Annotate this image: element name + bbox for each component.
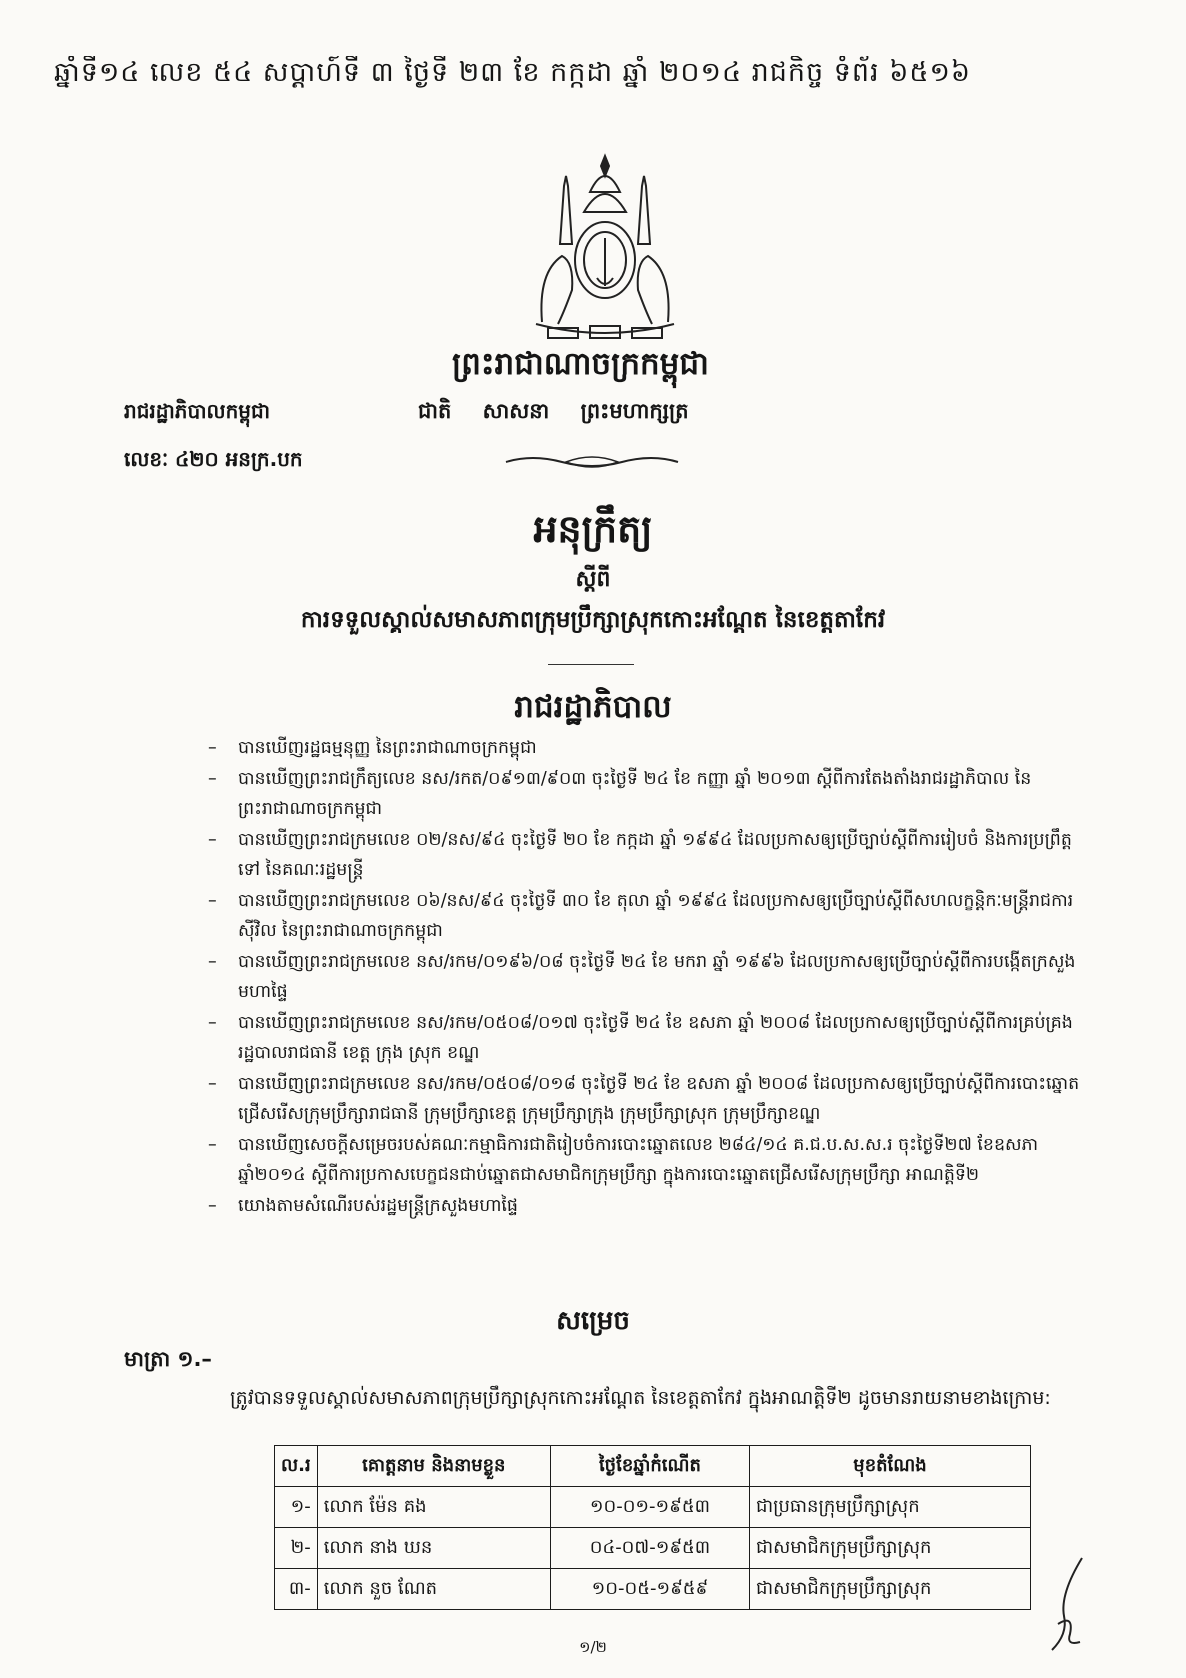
table-header-row [275, 1446, 1031, 1487]
column-header-birthdate: ថ្ងៃខែឆ្នាំកំណើត [550, 1446, 749, 1487]
document-about-label: ស្តីពី [575, 567, 611, 592]
preamble-clause: – បានឃើញព្រះរាជក្រឹត្យលេខ នស/រកត/០៩១៣/៩០៣ ចុះថ្ងៃទី ២៤ ខែ កញ្ញា ឆ្នាំ ២០១៣ ស្តីពីការតែងតាំងរាជរដ្ឋាភិបាល នៃព្រះរាជាណាចក្រកម្ពុជា [208, 768, 1032, 819]
member-birthdate: ០៤-០៧-១៩៥៣ [550, 1528, 749, 1569]
article-label: មាត្រា ១.– [124, 1347, 212, 1371]
member-name: លោក នាង ឃន [317, 1528, 550, 1569]
gazette-header: ឆ្នាំទី១៤ លេខ ៥៤ សប្តាហ៍ទី ៣ ថ្ងៃទី ២៣ ខែ កក្កដា ឆ្នាំ ២០១៤ រាជកិច្ច ទំព័រ ៦៥១៦ [54, 57, 971, 88]
table-row [275, 1487, 1031, 1528]
table-row [275, 1528, 1031, 1569]
member-name: លោក ម៉ែន គង [317, 1487, 550, 1528]
column-header-position: មុខតំណែង [749, 1446, 1030, 1487]
column-header-name: គោត្តនាម និងនាមខ្លួន [317, 1446, 550, 1487]
member-name: លោក នួច ណែត [317, 1569, 550, 1610]
national-motto: ជាតិ សាសនា ព្រះមហាក្សត្រ [418, 399, 689, 423]
decorative-divider-ornament [502, 452, 682, 472]
table-row [275, 1569, 1031, 1610]
royal-coat-of-arms-emblem [528, 152, 682, 348]
preamble-clause: – បានឃើញព្រះរាជក្រមលេខ ០៦/នស/៩៤ ចុះថ្ងៃទី ៣០ ខែ តុលា ឆ្នាំ ១៩៩៤ ដែលប្រកាសឲ្យប្រើច្បាប់ស្តីពីសហលក្ខន្តិកៈមន្ត្រីរាជការស៊ីវិល នៃព្រះរាជាណាចក្រកម្ពុជា [208, 890, 1074, 941]
document-type-title: អនុក្រឹត្យ [533, 507, 653, 551]
article-body: ត្រូវបានទទួលស្គាល់សមាសភាពក្រុមប្រឹក្សាស្រុកកោះអណ្ដែត នៃខេត្តតាកែវ ក្នុងអាណត្តិទី២ ដូចមានរាយនាមខាងក្រោម: [230, 1387, 1051, 1409]
row-number: ១- [275, 1487, 318, 1528]
member-position: ជាប្រធានក្រុមប្រឹក្សាស្រុក [749, 1487, 1030, 1528]
column-header-number: ល.រ [275, 1446, 318, 1487]
member-birthdate: ១០-០១-១៩៥៣ [550, 1487, 749, 1528]
row-number: ២- [275, 1528, 318, 1569]
page-number: ១/២ [579, 1638, 607, 1656]
council-members-table [274, 1445, 1031, 1610]
member-position: ជាសមាជិកក្រុមប្រឹក្សាស្រុក [749, 1528, 1030, 1569]
preamble-clause: – បានឃើញព្រះរាជក្រមលេខ នស/រកម/០៥០៨/០១៨ ចុះថ្ងៃទី ២៤ ខែ ឧសភា ឆ្នាំ ២០០៨ ដែលប្រកាសឲ្យប្រើច្បាប់ស្តីពីការបោះឆ្នោតជ្រើសរើសក្រុមប្រឹក្សារាជធានី ក្រុមប្រឹក្សាខេត្ត ក្រុមប្រឹក្សាក្រុង ក្រុមប្រឹក្សាស្រុក ក្រុមប្រឹក្សាខណ្ឌ [208, 1073, 1080, 1124]
government-label: រាជរដ្ឋាភិបាលកម្ពុជា [124, 399, 270, 423]
preamble-clause: – យោងតាមសំណើរបស់រដ្ឋមន្ត្រីក្រសួងមហាផ្ទៃ [208, 1195, 518, 1216]
row-number: ៣- [275, 1569, 318, 1610]
member-position: ជាសមាជិកក្រុមប្រឹក្សាស្រុក [749, 1569, 1030, 1610]
issuer-heading: រាជរដ្ឋាភិបាល [514, 689, 672, 725]
decision-heading: សម្រេច [556, 1306, 630, 1336]
reference-number: លេខៈ ៤២០ អនក្រ.បក [124, 447, 303, 471]
kingdom-name: ព្រះរាជាណាចក្រកម្ពុជា [452, 346, 709, 382]
preamble-clause: – បានឃើញរដ្ឋធម្មនុញ្ញ នៃព្រះរាជាណាចក្រកម្ពុជា [208, 738, 537, 758]
preamble-clause: – បានឃើញព្រះរាជក្រមលេខ ០២/នស/៩៤ ចុះថ្ងៃទី ២០ ខែ កក្កដា ឆ្នាំ ១៩៩៤ ដែលប្រកាសឲ្យប្រើច្បាប់ស្តីពីការរៀបចំ និងការប្រព្រឹត្តទៅ នៃគណៈរដ្ឋមន្ត្រី [208, 829, 1072, 880]
preamble-clause: – បានឃើញព្រះរាជក្រមលេខ នស/រកម/០៥០៨/០១៧ ចុះថ្ងៃទី ២៤ ខែ ឧសភា ឆ្នាំ ២០០៨ ដែលប្រកាសឲ្យប្រើច្បាប់ស្តីពីការគ្រប់គ្រងរដ្ឋបាលរាជធានី ខេត្ត ក្រុង ស្រុក ខណ្ឌ [208, 1012, 1073, 1063]
member-birthdate: ១០-០៥-១៩៥៩ [550, 1569, 749, 1610]
document-subject: ការទទួលស្គាល់សមាសភាពក្រុមប្រឹក្សាស្រុកកោះអណ្ដែត នៃខេត្តតាកែវ [300, 607, 886, 633]
preamble-clauses [208, 733, 1088, 1221]
preamble-clause: – បានឃើញព្រះរាជក្រមលេខ នស/រកម/០១៩៦/០៨ ចុះថ្ងៃទី ២៤ ខែ មករា ឆ្នាំ ១៩៩៦ ដែលប្រកាសឲ្យប្រើច្បាប់ស្តីពីការបង្កើតក្រសួងមហាផ្ទៃ [208, 951, 1076, 1002]
preamble-clause: – បានឃើញសេចក្តីសម្រេចរបស់គណៈកម្មាធិការជាតិរៀបចំការបោះឆ្នោតលេខ ២៨៤/១៤ គ.ជ.ប.ស.ស.រ ចុះថ្ងៃទី២៧ ខែឧសភា ឆ្នាំ២០១៤ ស្តីពីការប្រកាសបេក្ខជនជាប់ឆ្នោតជាសមាជិកក្រុមប្រឹក្សា ក្នុងការបោះឆ្នោតជ្រើសរើសក្រុមប្រឹក្សា អាណត្តិទី២ [208, 1134, 1039, 1185]
title-divider [548, 664, 634, 665]
